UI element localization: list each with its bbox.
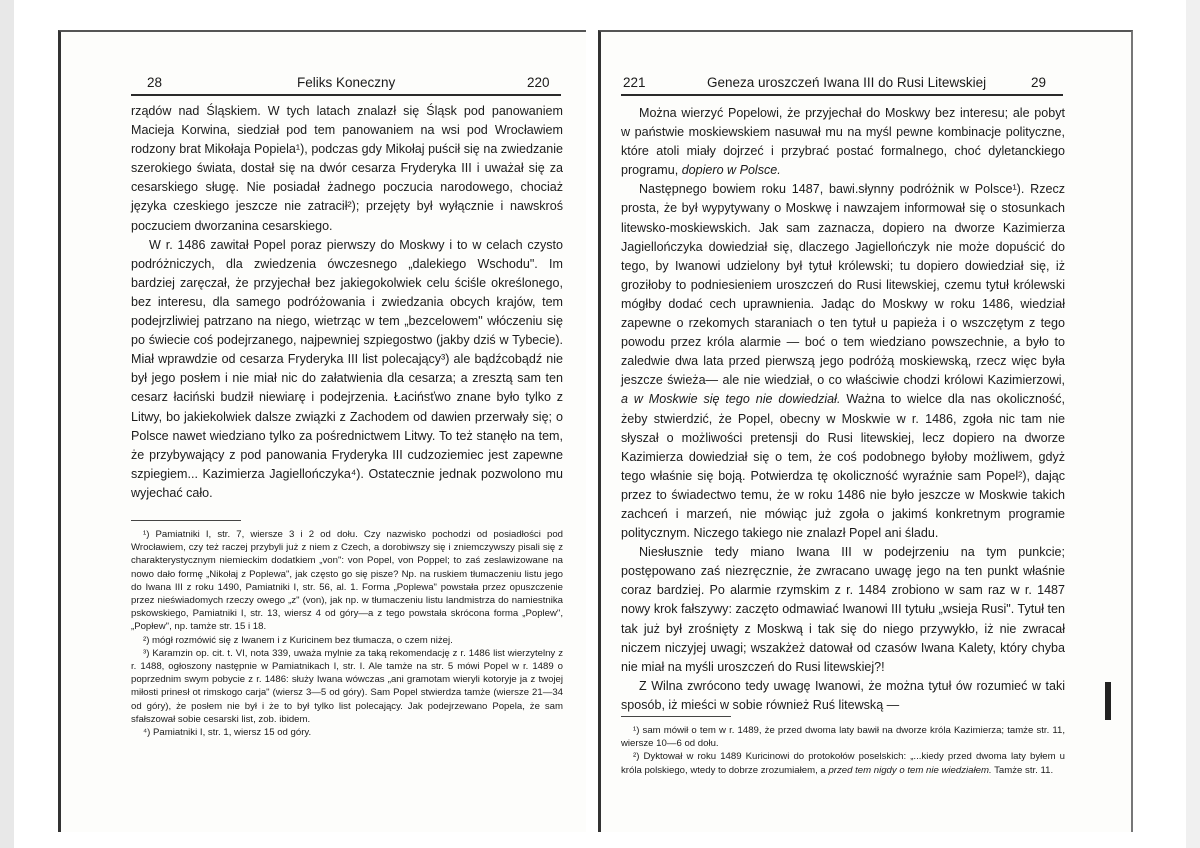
left-header-rule [131,94,561,96]
right-footnotes [621,724,1065,777]
left-running-head: Feliks Koneczny [297,75,396,90]
right-body-text [621,104,1065,715]
right-paragraph-4: Z Wilna zwrócono tedy uwagę Iwanowi, że można tytuł ów rozumieć w taki sposób, iż mieści w sobie również Ruś litewską — [621,678,1065,712]
binding-mark [1105,682,1111,720]
scan-right-edge [1186,0,1200,848]
left-page-header [61,72,586,92]
right-fn2-italic: przed tem nigdy o tem nie wiedziałem. [828,764,992,776]
left-footnote-4: ⁴) Pamiatniki I, str. 1, wiersz 15 od góry. [143,727,312,739]
left-folio: 220 [527,75,550,90]
scan-left-edge [0,0,14,848]
left-page [58,30,586,832]
right-footnote-1: ¹) sam mówił o tem w r. 1489, że przed dwoma laty bawił na dworze króla Kazimierza; tamże str. 11, wiersze 10—6 od dołu. [621,725,1065,750]
right-p2-part-b: Ważna to wielce dla nas okoliczność, żeby stwierdzić, że Popel, obecny w Moskwie w r. 1486, zgoła nic tam nie słyszał o możliwości pretensji do Rusi litewskiej, lecz dopiero na dworze Kazimierza dowiedział się o tem, że coś podobnego byłoby możliwem, gdyż tego właśnie się boją. Potwierdza tę okoliczność wyraźnie sam Popel²), dając przez to świadectwo temu, że w roku 1486 nie było jeszcze w Moskwie takich zachceń i marzeń, nie mówiąc już zgoła o jakimś konkretnym programie politycznym. Niczego takiego nie znalazł Popel ani śladu. [621,392,1065,541]
left-footnote-2: ²) mógł rozmówić się z Iwanem i z Kuricinem bez tłumacza, o czem niżej. [143,634,453,646]
right-p1-italic: dopiero w Polsce. [681,163,781,178]
right-paragraph-3: Niesłusznie tedy miano Iwana III w podejrzeniu na tym punkcie; postępowano zaś niezręcznie, że zwracano uwagę jego na ten punkt właśnie coraz bardziej. Po alarmie rzymskim z r. 1484 zrobiono w sam raz w r. 1487 nowy krok fałszywy: zaczęto odmawiać Iwanowi III tytułu „wsieja Rusi". Tytuł ten tak już był zrośnięty z Moskwą i tak się do niego przywykło, iż nie zwracał niczem niczyjej uwagi; wszakżeż datował od czasów Iwana Kalety, który chyba nie miał na myśli uroszczeń do Rusi litewskiej?! [621,545,1065,674]
right-header-rule [621,94,1063,96]
right-p1-text: Można wierzyć Popelowi, że przyjechał do Moskwy bez interesu; ale pobyt w państwie moskiewskiem nasuwał mu na myśl pewne kombinacje polityczne, które atoli miały dojrzeć i przybrać postać formalnego, choć dyletanckiego programu, [621,106,1065,178]
right-fn2-text: ²) Dyktował w roku 1489 Kuricinowi do protokołów poselskich: „...kiedy przed dwoma laty byłem u króla polskiego, wtedy to dobrze zrozumiałem, a [621,751,1065,776]
right-folio: 221 [623,75,646,90]
left-footnote-1: ¹) Pamiatniki I, str. 7, wiersze 3 i 2 od dołu. Czy nazwisko pochodzi od posiadłości pod Wrocławiem, czy też raczej przybyli już z niem z Czech, a dorobiwszy się i zniemczywszy pisali się z charakterystycznym niemieckim dodatkiem „von": von Popel, von Poppel; to zaś zeslawizowane na nowo dało formę „Nikołaj z Poplewa", jak często go się pisze? Np. na ruskiem tłumaczeniu listu jego do Iwana III z roku 1490, Pamiatniki I, str. 56, al. 1. Forma „Poplewa" powstała przez opuszczenie przez nieświadomych rzeczy owego „z" (von), jak np. w tłumaczeniu listu landmistrza do namiestnika pskowskiego, Pamiatniki I, str. 13, wiersz 4 od góry—a z tego powstała skrócona forma „Poplew", „Popłew", np. tamże str. 15 i 18. [131,529,563,633]
left-paragraph-2: W r. 1486 zawitał Popel poraz pierwszy do Moskwy i to w celach czysto podróżniczych, dla zwiedzenia ówczesnego „dalekiego Wschodu". Im bardziej zaręczał, że przyjechał bez jakiegokolwiek celu ściśle określonego, bez interesu, dla samego podróżowania i zwiedzania obcych krajów, tem podejrzliwiej patrzano na niego, wietrząc w tem „bezcelowem" włóczeniu się po świecie coś podejrzanego, najpewniej szpiegostwo (jakby dziś w Tybecie). Miał wprawdzie od cesarza Fryderyka III list polecający³) ale bądźcobądź nie był jego posłem i nie miał nic do załatwienia dla cesarza; a zresztą sam ten cesarz łaciński budził niewiarę i podejrzenia. Łacińsťwo znane było tylko z Litwy, bo jakiekolwiek dalsze związki z Zachodem od dawien przerwały się; o Polsce nawet wiedziano tylko za pośrednictwem Litwy. To też stanęło na tem, że przybywający z pod panowania Fryderyka III cudzoziemiec jest zapewne szpiegiem... Kazimierza Jagiellończyka⁴). Ostatecznie jednak pozwolono mu wyjechać cało. [131,237,563,500]
right-page-number: 29 [1031,75,1047,90]
right-paragraph-2 [621,180,1065,543]
right-p2-italic: a w Moskwie się tego nie dowiedział. [621,392,841,407]
left-paragraph-1: rządów nad Śląskiem. W tych latach znalazł się Śląsk pod panowaniem Macieja Korwina, siedział pod tem panowaniem na wsi pod Wrocławiem rodzony brat Mikołaja Popiela¹), podczas gdy Mikołaj puścił się na zwiedzanie szerokiego świata, dostał się na dwór cesarza Fryderyka III i uważał się za cesarskiego sługę. Nie posiadał żadnego poczucia narodowego, chociaż języka czeskiego jeszcze nie zatracił²); przejęty był wyłącznie i nawskroś poczuciem dworzanina cesarskiego. [131,104,563,233]
right-paragraph-1 [621,104,1065,180]
right-fn2-end: Tamże str. 11. [994,764,1054,776]
right-footnote-2 [621,750,1065,776]
right-page-header [601,72,1131,92]
right-page [598,30,1133,832]
left-body-text [131,102,563,503]
left-footnote-rule [131,520,241,521]
right-p2-part-a: Następnego bowiem roku 1487, bawi.słynny podróżnik w Polsce¹). Rzecz prosta, że był wypytywany o Moskwę i nawzajem informował się o stosunkach litewsko-moskiewskich. Jak sam zaznacza, dopiero na dworze Kazimierza Jagiellończyka dowiedział się, dlaczego Jagiellończyk nie może dopuścić do tego, by Iwanowi udzielony był tytuł królewski; tu dopiero dowiedział się, iż groziłoby to podniesieniem uroszczeń do Rusi litewskiej, czemu tytuł królewski mógłby dodać cech uprawnienia. Jadąc do Moskwy w roku 1486, wiedział zapewne o rzekomych staraniach o ten tytuł u papieża i o wszczętym z tego powodu przez króla alarmie — boć o tem wiedziano powszechnie, a było to zaledwie dwa lata przed pierwszą jego podróżą moskiewską, rzecz więc była jeszcze świeża— ale nie wiedział, o co właściwie chodzi królowi Kazimierzowi, [621,182,1065,388]
left-footnote-3: ³) Karamzin op. cit. t. VI, nota 339, uważa mylnie za taką rekomendację z r. 1486 list wierzytelny z r. 1488, ogłoszony następnie w Pamiatnikach I, str. I. Ale tamże na str. 5 mówi Popel w r. 1489 o poprzednim swym pobycie z r. 1486: służy Iwana wówczas „ani gramotam wieryli kotoryje ja z twojej miłosti prinesł ot rimskogo carja" (wiersz 3—5 od góry). Sam Popel stwierdza tamże (wiersze 21—34 od góry), że posłem nie był i że to był tylko list polecający. Jak podejrzewano Popela, że sam sfałszował sobie cesarski list, zob. ibidem. [131,647,563,725]
right-footnote-rule [621,716,731,717]
right-running-head: Geneza uroszczeń Iwana III do Rusi Litewskiej [707,75,987,90]
left-page-number: 28 [147,75,163,90]
left-footnotes [131,528,563,739]
